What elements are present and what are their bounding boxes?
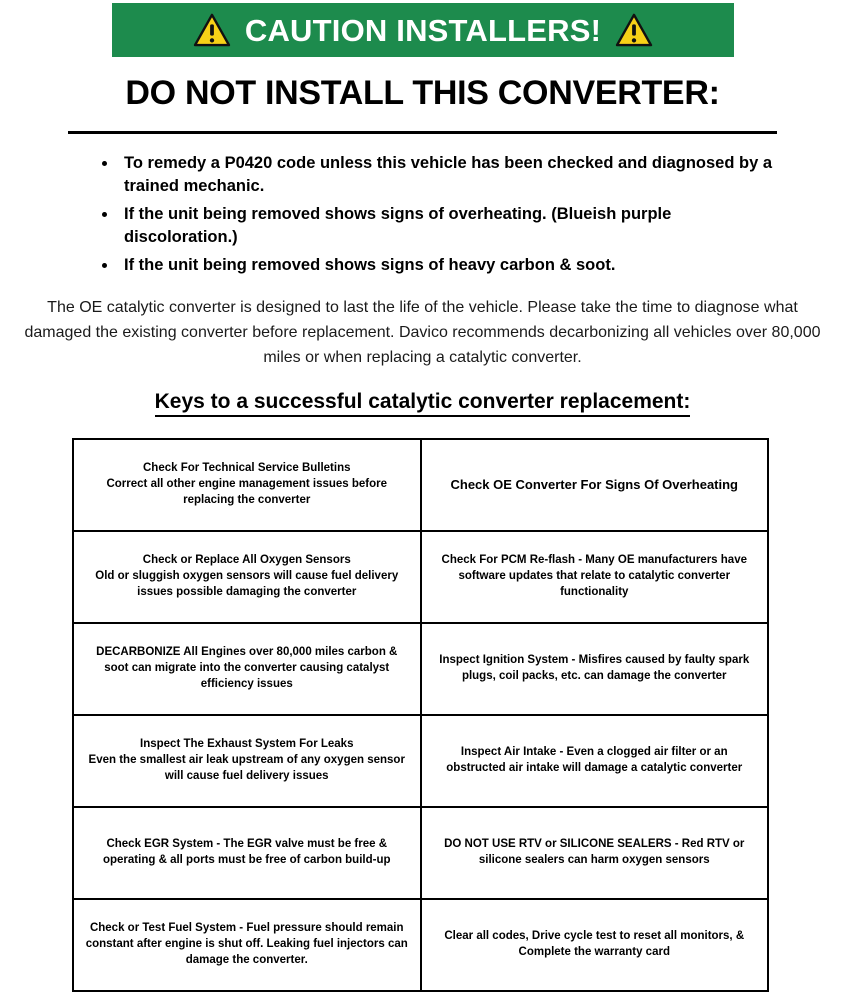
table-row (73, 715, 768, 807)
keys-section-heading-text: Keys to a successful catalytic converter replacement: (155, 390, 691, 417)
table-cell-right: Clear all codes, Drive cycle test to reset all monitors, & Complete the warranty card (421, 899, 769, 991)
table-cell-left: Check EGR System - The EGR valve must be free & operating & all ports must be free of carbon build-up (73, 807, 421, 899)
table-row (73, 623, 768, 715)
table-cell-right: Inspect Ignition System - Misfires caused by faulty spark plugs, coil packs, etc. can damage the converter (421, 623, 769, 715)
warning-triangle-icon (193, 13, 231, 47)
table-cell-left: DECARBONIZE All Engines over 80,000 miles carbon & soot can migrate into the converter causing catalyst efficiency issues (73, 623, 421, 715)
table-cell-left: Inspect The Exhaust System For Leaks Even the smallest air leak upstream of any oxygen sensor will cause fuel delivery issues (73, 715, 421, 807)
table-cell-left: Check or Test Fuel System - Fuel pressure should remain constant after engine is shut off. Leaking fuel injectors can damage the converter. (73, 899, 421, 991)
keys-section-heading (0, 390, 845, 414)
table-row (73, 531, 768, 623)
keys-table (72, 438, 769, 992)
caution-banner (112, 3, 734, 57)
do-not-install-list (96, 152, 778, 281)
table-cell-right: DO NOT USE RTV or SILICONE SEALERS - Red RTV or silicone sealers can harm oxygen sensors (421, 807, 769, 899)
page-title: DO NOT INSTALL THIS CONVERTER: (125, 74, 720, 112)
horizontal-divider (68, 131, 777, 134)
table-row (73, 899, 768, 991)
warning-triangle-icon (615, 13, 653, 47)
table-row (73, 439, 768, 531)
list-item: • If the unit being removed shows signs of overheating. (Blueish purple discoloration.) (118, 203, 778, 250)
table-cell-right: Check For PCM Re-flash - Many OE manufacturers have software updates that relate to catalytic converter functionality (421, 531, 769, 623)
list-item: • If the unit being removed shows signs of heavy carbon & soot. (118, 254, 778, 277)
table-cell-right: Inspect Air Intake - Even a clogged air filter or an obstructed air intake will damage a catalytic converter (421, 715, 769, 807)
caution-banner-title: CAUTION INSTALLERS! (244, 12, 602, 48)
body-paragraph: The OE catalytic converter is designed to last the life of the vehicle. Please take the time to diagnose what damaged the existing converter before replacement. Davico recommends decarbonizing all vehicles over 80,000 miles or when replacing a catalytic converter. (24, 299, 821, 366)
table-cell-left: Check or Replace All Oxygen Sensors Old or sluggish oxygen sensors will cause fuel delivery issues possible damaging the converter (73, 531, 421, 623)
table-cell-right: Check OE Converter For Signs Of Overheating (421, 439, 769, 531)
table-row (73, 807, 768, 899)
list-item: • To remedy a P0420 code unless this vehicle has been checked and diagnosed by a trained mechanic. (118, 152, 778, 199)
table-cell-left: Check For Technical Service Bulletins Correct all other engine management issues before replacing the converter (73, 439, 421, 531)
